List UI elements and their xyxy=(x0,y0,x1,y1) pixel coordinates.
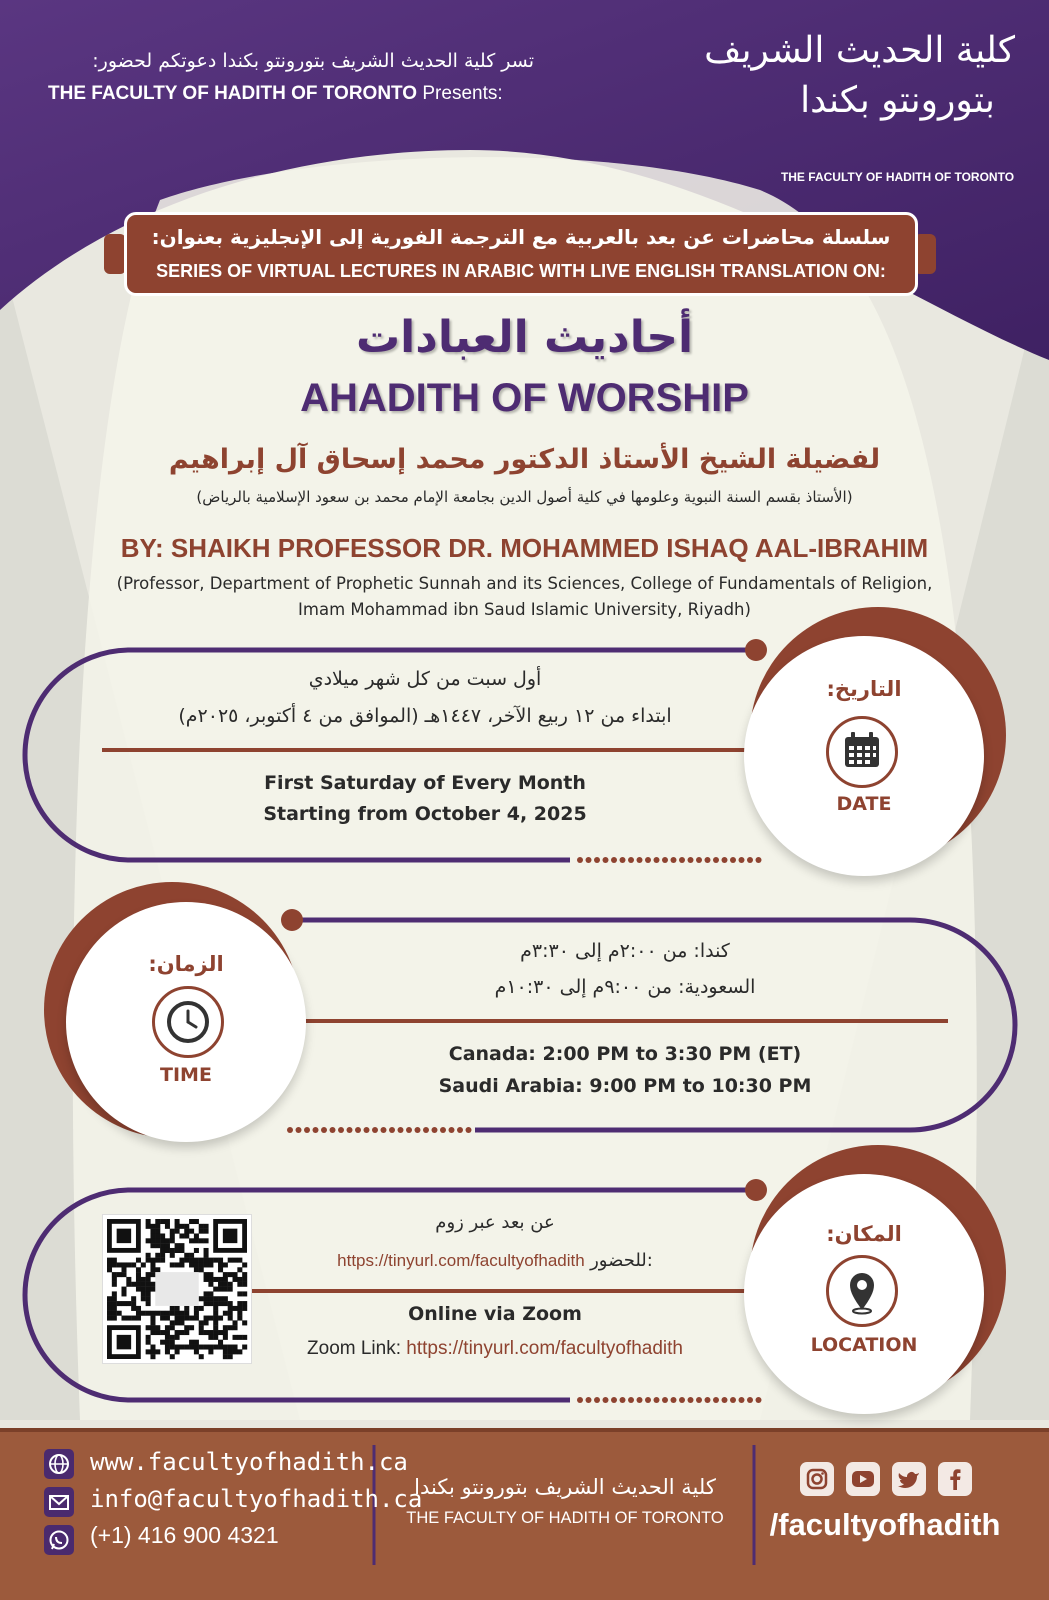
date-arabic-line1: أول سبت من كل شهر ميلادي xyxy=(308,668,542,690)
footer-social-handle[interactable]: /facultyofhadith xyxy=(769,1507,1001,1542)
clock-icon xyxy=(152,986,224,1058)
location-label-arabic: المكان: xyxy=(826,1222,902,1246)
header-faculty-name: THE FACULTY OF HADITH OF TORONTO xyxy=(48,83,418,104)
time-english-line1: Canada: 2:00 PM to 3:30 PM (ET) xyxy=(448,1043,802,1065)
footer-phone[interactable]: (+1) 416 900 4321 xyxy=(90,1522,279,1548)
zoom-qr-code[interactable] xyxy=(102,1214,252,1364)
location-label-english: LOCATION xyxy=(810,1334,918,1356)
logo-arabic-line1: كلية الحديث الشريف xyxy=(704,30,1015,71)
date-english-line1: First Saturday of Every Month xyxy=(264,772,586,794)
time-english-line2: Saudi Arabia: 9:00 PM to 10:30 PM xyxy=(438,1075,812,1097)
email-icon xyxy=(44,1487,74,1517)
location-english-link-row xyxy=(260,1337,730,1360)
location-arabic-link-row xyxy=(260,1250,730,1271)
instagram-icon[interactable] xyxy=(800,1462,834,1496)
banner-arabic: سلسلة محاضرات عن بعد بالعربية مع الترجمة الفورية إلى الإنجليزية بعنوان: xyxy=(151,225,891,249)
location-arabic-line1: عن بعد عبر زوم xyxy=(435,1212,555,1233)
zoom-link-label: Zoom Link: xyxy=(307,1338,407,1359)
location-english-line1: Online via Zoom xyxy=(408,1303,582,1325)
time-label-arabic: الزمان: xyxy=(148,952,224,976)
faculty-logo xyxy=(704,30,1015,190)
location-arabic-link[interactable]: https://tinyurl.com/facultyofhadith xyxy=(337,1251,585,1270)
date-label-english: DATE xyxy=(836,793,892,815)
logo-english: THE FACULTY OF HADITH OF TORONTO xyxy=(780,170,1015,184)
footer-email[interactable]: info@facultyofhadith.ca xyxy=(90,1485,423,1513)
date-english-line2: Starting from October 4, 2025 xyxy=(263,803,587,825)
twitter-icon[interactable] xyxy=(892,1462,926,1496)
speaker-role-arabic: (الأستاذ بقسم السنة النبوية وعلومها في كلية أصول الدين بجامعة الإمام محمد بن سعود الإسلامية بالرياض) xyxy=(196,488,853,506)
title-english: AHADITH OF WORSHIP xyxy=(300,376,749,420)
time-label-english: TIME xyxy=(160,1064,212,1086)
speaker-role-english-1: (Professor, Department of Prophetic Sunnah and its Sciences, College of Fundamentals of Religion, xyxy=(116,574,933,593)
speaker-name-english: BY: SHAIKH PROFESSOR DR. MOHAMMED ISHAQ AAL-IBRAHIM xyxy=(120,533,929,563)
series-banner xyxy=(124,212,918,296)
footer-website[interactable]: www.facultyofhadith.ca xyxy=(90,1448,408,1476)
header-english-invite xyxy=(48,83,503,105)
whatsapp-icon xyxy=(44,1525,74,1555)
logo-arabic-line2: بتورونتو بكندا xyxy=(800,80,995,121)
speaker-name-arabic: لفضيلة الشيخ الأستاذ الدكتور محمد إسحاق آل إبراهيم xyxy=(168,444,881,475)
time-arabic-line1: كندا: من ٢:٠٠م إلى ٣:٣٠م xyxy=(520,940,730,962)
time-arabic-line2: السعودية: من ٩:٠٠م إلى ١٠:٣٠م xyxy=(494,976,756,998)
title-arabic: أحاديث العبادات xyxy=(355,312,694,363)
globe-icon xyxy=(44,1449,74,1479)
facebook-icon[interactable] xyxy=(938,1462,972,1496)
footer-center-arabic: كلية الحديث الشريف بتورونتو بكندا xyxy=(414,1475,716,1499)
footer-center-english: THE FACULTY OF HADITH OF TORONTO xyxy=(406,1509,724,1527)
location-arabic-link-label: للحضور: xyxy=(590,1250,653,1271)
calendar-icon xyxy=(826,716,898,788)
header-arabic-invite: تسر كلية الحديث الشريف بتورونتو بكندا دعوتكم لحضور: xyxy=(92,50,534,72)
location-pin-icon xyxy=(826,1255,898,1327)
date-arabic-line2: ابتداء من ١٢ ربيع الآخر، ١٤٤٧هـ (الموافق من ٤ أكتوبر، ٢٠٢٥م) xyxy=(178,705,672,727)
header-presents: Presents: xyxy=(417,83,503,104)
zoom-link[interactable]: https://tinyurl.com/facultyofhadith xyxy=(406,1338,683,1359)
youtube-icon[interactable] xyxy=(846,1462,880,1496)
date-label-arabic: التاريخ: xyxy=(826,677,902,701)
speaker-role-english-2: Imam Mohammad ibn Saud Islamic University, Riyadh) xyxy=(298,600,751,619)
banner-english: SERIES OF VIRTUAL LECTURES IN ARABIC WITH LIVE ENGLISH TRANSLATION ON: xyxy=(156,261,886,281)
